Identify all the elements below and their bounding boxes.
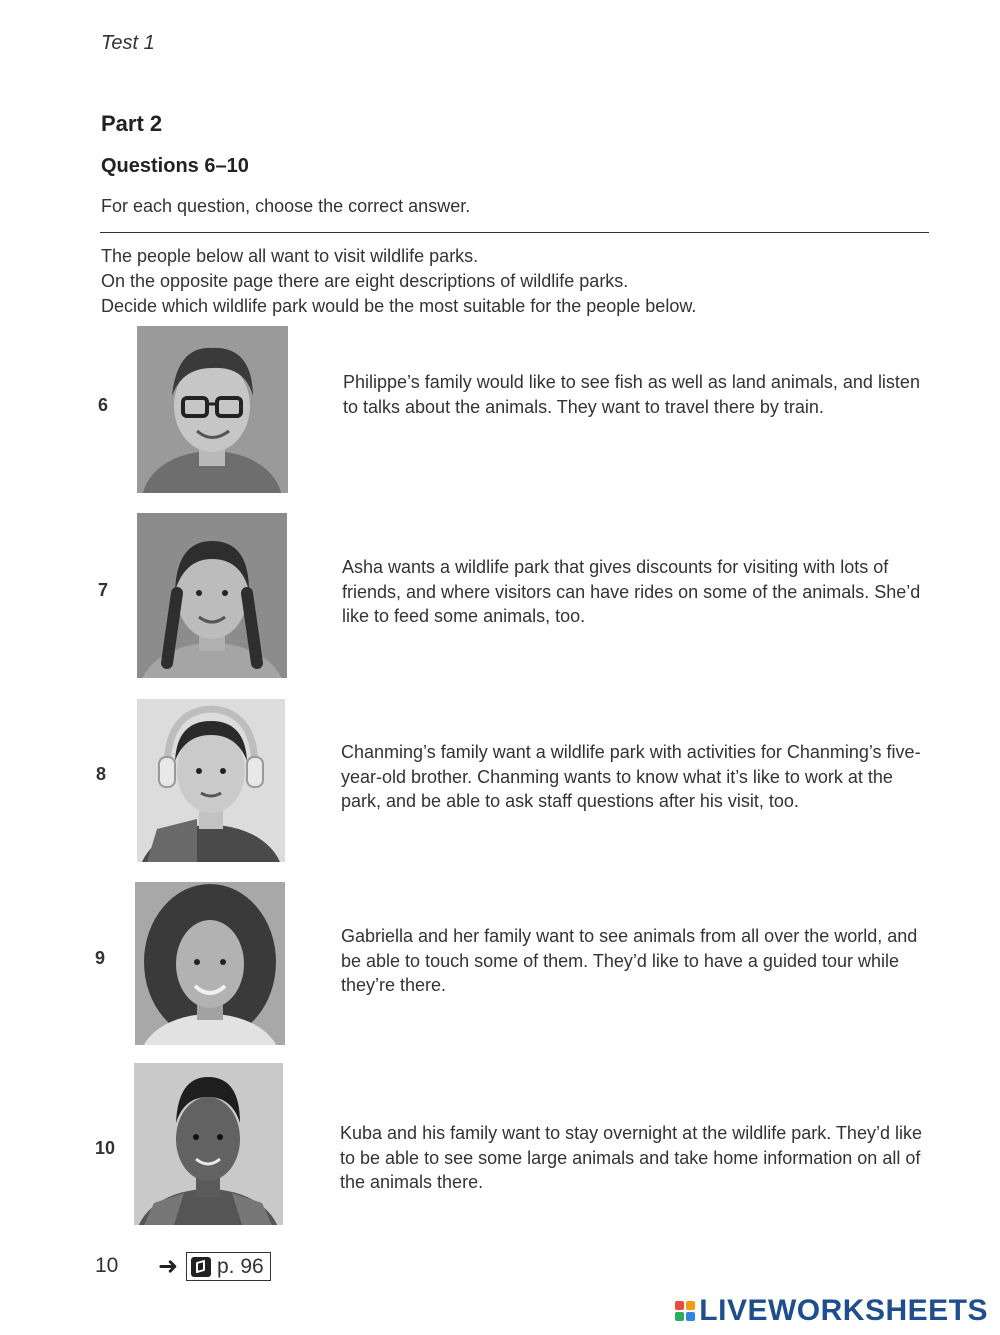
brand-name: LIVEWORKSHEETS (699, 1294, 988, 1327)
divider (100, 232, 929, 233)
questions-title: Questions 6–10 (101, 155, 249, 177)
portrait-photo-kuba (134, 1063, 283, 1225)
book-icon (191, 1257, 211, 1277)
part-title: Part 2 (101, 111, 163, 136)
intro-line: Decide which wildlife park would be the most suitable for the people below. (101, 296, 697, 316)
instruction-text: For each question, choose the correct answer. (101, 196, 471, 216)
question-text: Gabriella and her family want to see animals from all over the world, and be able to touch some of them. They’d like to have a guided tour while they’re there. (341, 926, 918, 995)
portrait-photo-chanming (137, 699, 285, 862)
intro-line: The people below all want to visit wildlife parks. (101, 246, 479, 266)
question-number: 9 (95, 948, 106, 968)
page-number: 10 (95, 1254, 119, 1277)
question-text: Asha wants a wildlife park that gives discounts for visiting with lots of friends, and where visitors can have rides on some of the animals. She’d like to feed some animals, too. (342, 557, 921, 626)
page-reference-label: p. 96 (217, 1254, 264, 1278)
question-text: Kuba and his family want to stay overnight at the wildlife park. They’d like to be able to see some large animals and take home information on all of the animals there. (340, 1123, 922, 1192)
page-reference[interactable] (186, 1252, 271, 1281)
question-text: Philippe’s family would like to see fish as well as land animals, and listen to talks about the animals. They want to travel there by train. (343, 372, 920, 417)
question-text: Chanming’s family want a wildlife park with activities for Chanming’s five-year-old brother. Chanming wants to know what it’s like to work at the park, and be able to ask staff questions after his visit, too. (341, 742, 921, 811)
question-number: 8 (96, 764, 107, 784)
portrait-photo-asha (137, 513, 287, 678)
question-number: 7 (98, 580, 109, 600)
arrow-right-icon: ➜ (158, 1253, 179, 1280)
logo-tiles-icon (675, 1301, 695, 1321)
liveworksheets-logo[interactable] (675, 1294, 988, 1328)
test-label: Test 1 (101, 32, 155, 54)
portrait-photo-gabriella (135, 882, 285, 1045)
intro-line: On the opposite page there are eight descriptions of wildlife parks. (101, 271, 629, 291)
portrait-photo-philippe (137, 326, 288, 493)
question-number: 10 (95, 1138, 116, 1158)
question-number: 6 (98, 395, 109, 415)
intro-paragraph (101, 244, 696, 319)
